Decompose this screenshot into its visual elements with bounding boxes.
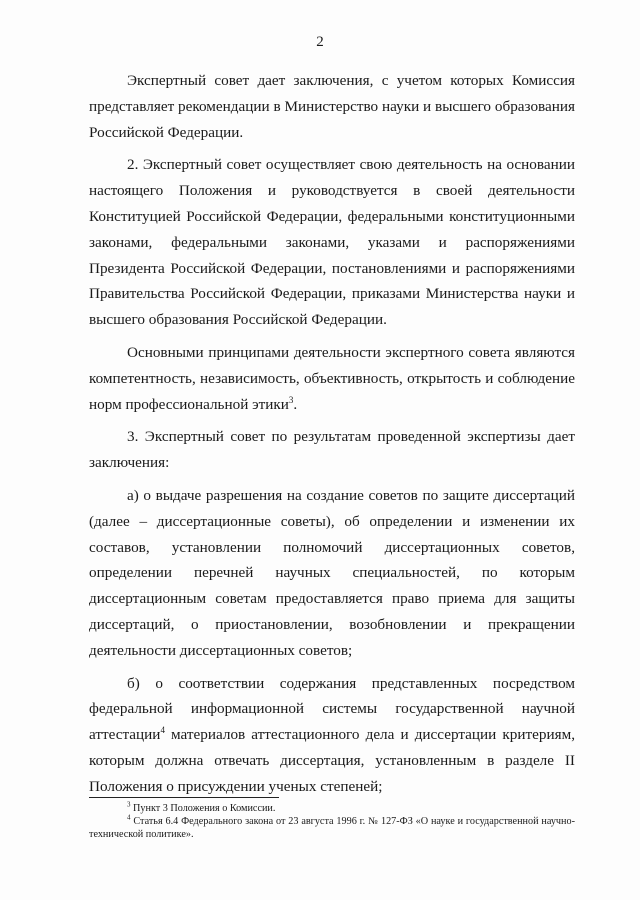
footnotes [89,802,575,841]
paragraph-3-conclusions: 3. Экспертный совет по результатам проведенной экспертизы дает заключения: [89,428,575,472]
paragraph-principles: Основными принципами деятельности экспертного совета являются компетентность, независимость, объективность, открытость и соблюдение норм профессиональной этики$^3$. [89,343,575,413]
paragraph-3b: б) о соответствии содержания представленных посредством федеральной информационной системы государственной научной аттестации$^4$ материалов аттестационного дела и диссертации критериям, которым должна отвечать диссертация, установленным в разделе II Положения о присуждении ученых степеней; [89,674,575,795]
footnote-ref-3: 3 [288,394,294,405]
paragraph-2-legal-basis: 2. Экспертный совет осуществляет свою деятельность на основании настоящего Положения и руководствуется в своей деятельности Конституцией Российской Федерации, федеральными конституционными законами, федеральными законами, указами и распоряжениями Президента Российской Федерации, постановлениями и распоряжениями Правительства Российской Федерации, приказами Министерства науки и высшего образования Российской Федерации. [89,156,575,329]
page-number: 2 [316,34,324,50]
footnote-separator [89,797,279,798]
paragraph-expert-conclusions: Экспертный совет дает заключения, с учетом которых Комиссия представляет рекомендации в Министерство науки и высшего образования Российской Федерации. [89,72,575,141]
document-body [89,68,575,800]
footnote-ref-4: 4 [160,725,165,736]
footnote-4: $^4$ Статья 6.4 Федерального закона от 23 августа 1996 г. № 127-ФЗ «О науке и государственной научно-технической политике». [89,813,575,840]
footnote-3: $^3$ Пункт 3 Положения о Комиссии. [127,800,276,814]
paragraph-3a: а) о выдаче разрешения на создание советов по защите диссертаций (далее – диссертационные советы), об определении и изменении их составов, установлении полномочий диссертационных советов, определении перечней научных специальностей, по которым диссертационным советам предоставляется право приема для защиты диссертаций, о приостановлении, возобновлении и прекращении деятельности диссертационных советов; [89,486,575,659]
